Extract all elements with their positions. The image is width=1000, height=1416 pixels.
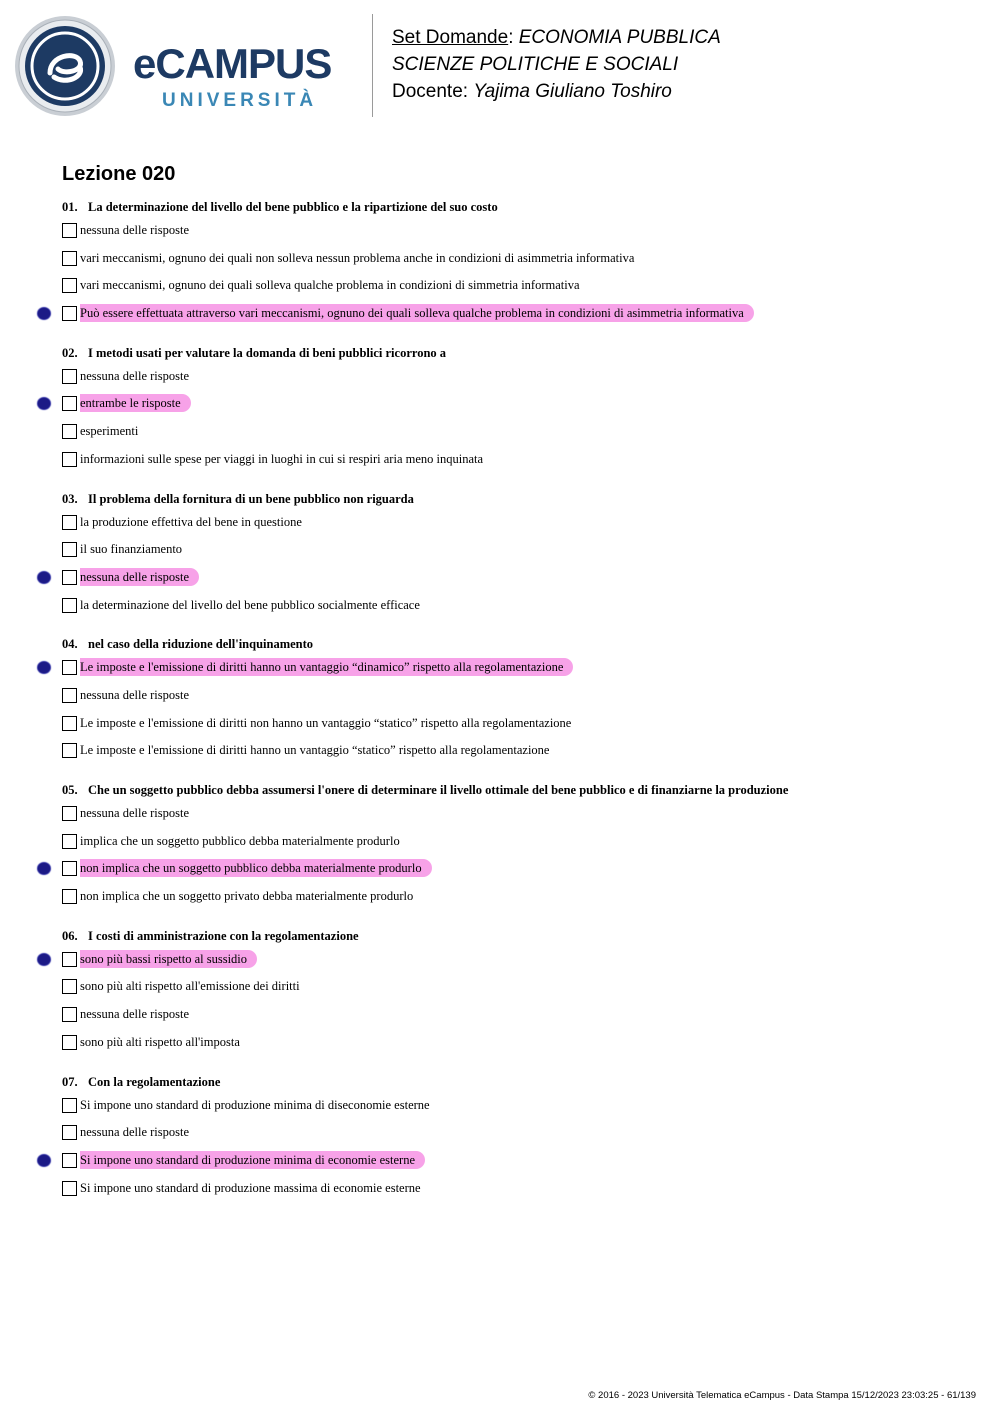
answer-label: la determinazione del livello del bene pubblico socialmente efficace bbox=[80, 597, 420, 612]
answer-checkbox[interactable] bbox=[62, 515, 77, 530]
pen-mark-dot-icon bbox=[38, 863, 50, 874]
answer-label: il suo finanziamento bbox=[80, 542, 183, 557]
set-label: Set Domande bbox=[392, 27, 509, 48]
answer-checkbox[interactable] bbox=[62, 278, 77, 293]
answer-option[interactable] bbox=[0, 390, 1000, 418]
answer-checkbox[interactable] bbox=[62, 424, 77, 439]
question-block bbox=[0, 197, 1000, 328]
docente-name: Yajima Giuliano Toshiro bbox=[473, 81, 672, 102]
answer-option[interactable] bbox=[0, 245, 1000, 273]
answer-label: nessuna delle risposte bbox=[80, 223, 190, 237]
answer-option[interactable] bbox=[0, 710, 1000, 738]
answer-label: vari meccanismi, ognuno dei quali solleva qualche problema in condizioni di simmetria informativa bbox=[80, 278, 580, 293]
answer-label: nessuna delle risposte bbox=[80, 687, 190, 702]
answer-option[interactable] bbox=[0, 1119, 1000, 1147]
question-label: Che un soggetto pubblico debba assumersi l'onere di determinare il livello ottimale del bene pubblico e di finanziarne la produzione bbox=[88, 783, 789, 797]
answer-checkbox[interactable] bbox=[62, 369, 77, 384]
answer-label: Si impone uno standard di produzione massima di economie esterne bbox=[80, 1180, 421, 1195]
answer-checkbox[interactable] bbox=[62, 570, 77, 585]
answer-checkbox[interactable] bbox=[62, 952, 77, 967]
highlighted-answer-label: non implica che un soggetto pubblico debba materialmente produrlo bbox=[80, 859, 432, 877]
highlighted-answer-label: Le imposte e l'emissione di diritti hanno un vantaggio “dinamico” rispetto alla regolamentazione bbox=[80, 658, 573, 676]
pen-mark-dot-icon bbox=[38, 954, 50, 965]
answer-option[interactable] bbox=[0, 1147, 1000, 1175]
answer-checkbox[interactable] bbox=[62, 806, 77, 821]
answer-option[interactable] bbox=[0, 564, 1000, 592]
answer-checkbox[interactable] bbox=[62, 452, 77, 467]
faculty-name: SCIENZE POLITICHE E SOCIALI bbox=[392, 54, 679, 75]
answer-option[interactable] bbox=[0, 1001, 1000, 1029]
highlighted-answer-label: Si impone uno standard di produzione minima di economie esterne bbox=[80, 1151, 425, 1169]
question-number: 05. bbox=[62, 783, 78, 797]
question-label: Con la regolamentazione bbox=[88, 1074, 221, 1089]
docente-label: Docente: bbox=[392, 81, 469, 102]
answer-option[interactable] bbox=[0, 536, 1000, 564]
answer-checkbox[interactable] bbox=[62, 979, 77, 994]
answer-checkbox[interactable] bbox=[62, 716, 77, 731]
question-block bbox=[0, 634, 1000, 765]
question-text bbox=[62, 197, 1000, 217]
answer-option[interactable] bbox=[0, 300, 1000, 328]
question-number: 02. bbox=[62, 345, 78, 360]
university-seal-logo bbox=[14, 15, 116, 117]
answer-checkbox[interactable] bbox=[62, 1181, 77, 1196]
answer-label: informazioni sulle spese per viaggi in luoghi in cui si respiri aria meno inquinata bbox=[80, 451, 484, 466]
answer-checkbox[interactable] bbox=[62, 598, 77, 613]
answer-option[interactable] bbox=[0, 973, 1000, 1001]
course-name: ECONOMIA PUBBLICA bbox=[518, 27, 721, 48]
lesson-title: Lezione 020 bbox=[62, 163, 176, 185]
answer-checkbox[interactable] bbox=[62, 834, 77, 849]
question-number: 07. bbox=[62, 1074, 78, 1089]
answer-label: sono più alti rispetto all'imposta bbox=[80, 1034, 240, 1049]
answer-checkbox[interactable] bbox=[62, 889, 77, 904]
question-block bbox=[0, 343, 1000, 474]
answer-label: non implica che un soggetto privato debba materialmente produrlo bbox=[80, 889, 414, 904]
highlighted-answer-label: sono più bassi rispetto al sussidio bbox=[80, 950, 257, 968]
answer-label: Le imposte e l'emissione di diritti non hanno un vantaggio “statico” rispetto alla regolamentazione bbox=[80, 715, 572, 730]
answer-checkbox[interactable] bbox=[62, 743, 77, 758]
answer-option[interactable] bbox=[0, 682, 1000, 710]
answer-option[interactable] bbox=[0, 1175, 1000, 1203]
answer-option[interactable] bbox=[0, 217, 1000, 245]
answer-checkbox[interactable] bbox=[62, 660, 77, 675]
question-number: 01. bbox=[62, 200, 78, 214]
answer-label: esperimenti bbox=[80, 424, 139, 439]
docente-line bbox=[392, 78, 721, 105]
answer-checkbox[interactable] bbox=[62, 861, 77, 876]
pen-mark-dot-icon bbox=[38, 308, 50, 319]
answer-label: nessuna delle risposte bbox=[80, 368, 190, 383]
highlighted-answer-label: entrambe le risposte bbox=[80, 394, 191, 412]
question-block bbox=[0, 926, 1000, 1057]
answer-option[interactable] bbox=[0, 418, 1000, 446]
answer-checkbox[interactable] bbox=[62, 1098, 77, 1113]
answer-option[interactable] bbox=[0, 1029, 1000, 1057]
answer-option[interactable] bbox=[0, 363, 1000, 391]
answer-label: Si impone uno standard di produzione minima di diseconomie esterne bbox=[80, 1097, 430, 1112]
pen-mark-dot-icon bbox=[38, 572, 50, 583]
answer-label: vari meccanismi, ognuno dei quali non solleva nessun problema anche in condizioni di asimmetria informativa bbox=[80, 250, 635, 265]
answer-checkbox[interactable] bbox=[62, 1035, 77, 1050]
question-label: I costi di amministrazione con la regolamentazione bbox=[88, 928, 359, 943]
question-text bbox=[62, 343, 1000, 363]
answer-checkbox[interactable] bbox=[62, 396, 77, 411]
question-block bbox=[0, 1072, 1000, 1203]
answer-option[interactable] bbox=[0, 737, 1000, 765]
answer-option[interactable] bbox=[0, 509, 1000, 537]
answer-option[interactable] bbox=[0, 1092, 1000, 1120]
question-label: Il problema della fornitura di un bene pubblico non riguarda bbox=[88, 491, 414, 506]
pen-mark-dot-icon bbox=[38, 662, 50, 673]
course-line: Set Domande: ECONOMIA PUBBLICA bbox=[392, 27, 721, 48]
page-footer: © 2016 - 2023 Università Telematica eCampus - Data Stampa 15/12/2023 23:03:25 - 61/139 bbox=[588, 1390, 976, 1401]
pen-mark-dot-icon bbox=[38, 398, 50, 409]
question-text bbox=[62, 634, 1000, 654]
answer-option[interactable] bbox=[0, 654, 1000, 682]
answer-option[interactable] bbox=[0, 855, 1000, 883]
answer-option[interactable] bbox=[0, 800, 1000, 828]
question-text bbox=[62, 1072, 1000, 1092]
question-number: 03. bbox=[62, 491, 78, 506]
answer-label: la produzione effettiva del bene in questione bbox=[80, 514, 302, 529]
answer-label: Le imposte e l'emissione di diritti hanno un vantaggio “statico” rispetto alla regolamentazione bbox=[80, 743, 550, 758]
pen-mark-dot-icon bbox=[38, 1155, 50, 1166]
answer-option[interactable] bbox=[0, 592, 1000, 620]
highlighted-answer-label: Può essere effettuata attraverso vari meccanismi, ognuno dei quali solleva qualche problema in condizioni di asimmetria informativa bbox=[80, 304, 754, 322]
question-number: 04. bbox=[62, 637, 78, 652]
logo-wordmark: eCAMPUS bbox=[133, 40, 332, 87]
answer-checkbox[interactable] bbox=[62, 1153, 77, 1168]
question-label: nel caso della riduzione dell'inquinamento bbox=[88, 637, 314, 652]
answer-checkbox[interactable] bbox=[62, 1007, 77, 1022]
question-text bbox=[62, 780, 1000, 800]
header-info bbox=[392, 24, 721, 105]
question-block bbox=[0, 489, 1000, 620]
question-label: I metodi usati per valutare la domanda di beni pubblici ricorrono a bbox=[88, 345, 447, 360]
answer-checkbox[interactable] bbox=[62, 251, 77, 266]
answer-label: implica che un soggetto pubblico debba materialmente produrlo bbox=[80, 833, 400, 848]
answer-label: sono più alti rispetto all'emissione dei diritti bbox=[80, 979, 300, 994]
answer-checkbox[interactable] bbox=[62, 306, 77, 321]
answer-checkbox[interactable] bbox=[62, 1125, 77, 1140]
answer-label: nessuna delle risposte bbox=[80, 1125, 190, 1140]
logo-subtitle: UNIVERSITÀ bbox=[162, 90, 318, 111]
faculty-line bbox=[392, 51, 721, 78]
answer-option[interactable] bbox=[0, 883, 1000, 911]
header-divider bbox=[372, 14, 373, 117]
answer-label: nessuna delle risposte bbox=[80, 1007, 190, 1022]
answer-checkbox[interactable] bbox=[62, 542, 77, 557]
question-text bbox=[62, 489, 1000, 509]
question-label: La determinazione del livello del bene pubblico e la ripartizione del suo costo bbox=[88, 200, 498, 214]
question-block bbox=[0, 780, 1000, 911]
highlighted-answer-label: nessuna delle risposte bbox=[80, 568, 199, 586]
answer-label: nessuna delle risposte bbox=[80, 806, 190, 820]
question-number: 06. bbox=[62, 928, 78, 943]
answer-option[interactable] bbox=[0, 946, 1000, 974]
answer-option[interactable] bbox=[0, 446, 1000, 474]
answer-option[interactable] bbox=[0, 828, 1000, 856]
answer-option[interactable] bbox=[0, 272, 1000, 300]
question-text bbox=[62, 926, 1000, 946]
answer-checkbox[interactable] bbox=[62, 688, 77, 703]
questions-list bbox=[0, 197, 1000, 1217]
answer-checkbox[interactable] bbox=[62, 223, 77, 238]
